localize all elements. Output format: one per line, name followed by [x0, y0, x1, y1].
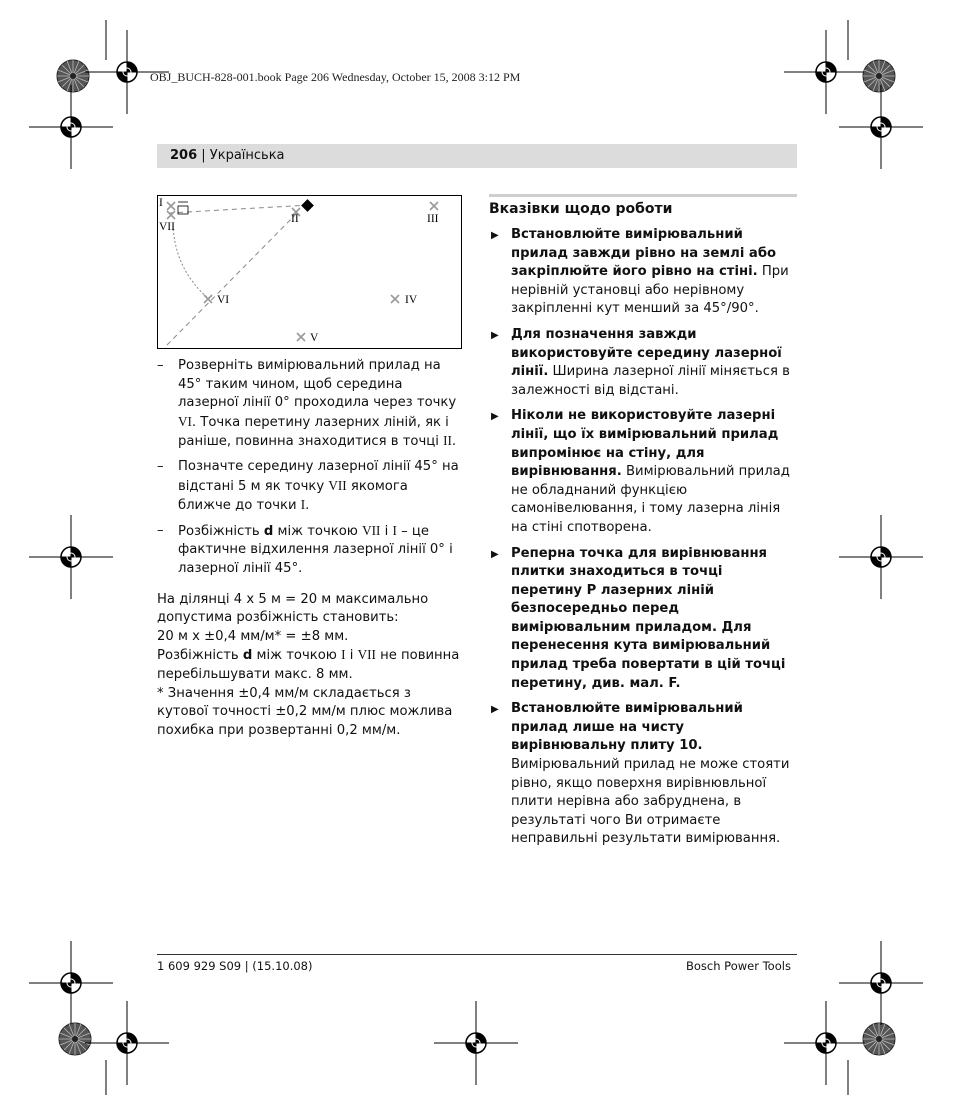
paragraph: 20 м x ±0,4 мм/м* = ±8 мм.	[157, 628, 349, 644]
header-language: Українська	[209, 148, 285, 163]
header-separator: |	[197, 148, 210, 163]
bullet-triangle-icon: ▶	[491, 548, 499, 560]
bullet-triangle-icon: ▶	[491, 329, 499, 341]
point-label-ii: II	[291, 213, 299, 225]
footer-brand: Bosch Power Tools	[686, 959, 791, 973]
point-label-iv: IV	[405, 294, 418, 306]
right-column-bullets	[489, 226, 797, 856]
list-item: – Розверніть вимірювальний прилад на 45° таким чином, щоб середина лазерної лінії 0° проходила через точку VI. Точка перетину лазерних ліній, як і раніше, повинна знаходитися в точці II.	[157, 358, 457, 450]
footnote: * Значення ±0,4 мм/м складається з кутової точності ±0,2 мм/м плюс можлива похибка при розвертанні 0,2 мм/м.	[157, 685, 453, 738]
point-label-vii: VII	[159, 221, 175, 233]
list-item: ▶ Для позначення завжди використовуйте середину лазерної лінії. Ширина лазерної лінії міняється в залежності від відстані.	[491, 326, 790, 398]
print-slug: OBJ_BUCH-828-001.book Page 206 Wednesday, October 15, 2008 3:12 PM	[150, 70, 521, 84]
list-item: ▶ Встановлюйте вимірювальний прилад лише на чисту вирівнювальну плиту 10. Вимірювальний прилад не може стояти рівно, якщо поверхня вирівнювльної плити нерівна або забруднена, в результаті чого Ви отримаєте неправильні результати вимірювання.	[491, 701, 790, 847]
left-column	[157, 357, 462, 740]
paragraph: Розбіжність d між точкою I і VII не повинна перебільшувати макс. 8 мм.	[157, 647, 460, 682]
page-header	[170, 148, 285, 163]
list-item: – Розбіжність d між точкою VII і I – це фактичне відхилення лазерної лінії 0° і лазерної лінії 45°.	[157, 522, 453, 576]
laser-measurement-figure	[157, 195, 462, 349]
footer-doc-number: 1 609 929 S09 | (15.10.08)	[157, 959, 313, 973]
page-number: 206	[170, 148, 198, 163]
list-item: ▶ Ніколи не використовуйте лазерні лінії, що їх вимірювальний прилад випромінює на стіну, для вирівнювання. Вимірювальний прилад не обладнаний функцією самонівелювання, і тому лазерна лінія на стіні спотворена.	[491, 408, 790, 535]
list-item: – Позначте середину лазерної лінії 45° на відстані 5 м як точку VII якомога ближче до точки I.	[157, 458, 459, 514]
list-item: ▶ Реперна точка для вирівнювання плитки знаходиться в точці перетину P лазерних ліній безпосередньо перед вимірювальним приладом. Для перенесення кута вимірювальний прилад треба повертати в цій точці перетину, див. мал. F.	[491, 545, 786, 691]
list-item: ▶ Встановлюйте вимірювальний прилад завжди рівно на землі або закріплюйте його рівно на стіні. При нерівній установці або нерівному закріпленні кут менший за 45°/90°.	[491, 227, 789, 317]
point-label-iii: III	[427, 213, 439, 225]
point-label-v: V	[310, 332, 319, 344]
point-label-i: I	[159, 197, 163, 209]
bullet-triangle-icon: ▶	[491, 411, 499, 423]
bullet-triangle-icon: ▶	[491, 704, 499, 716]
section-title: Вказівки щодо роботи	[489, 201, 673, 217]
point-label-vi: VI	[217, 294, 230, 306]
bullet-triangle-icon: ▶	[491, 230, 499, 241]
footer-rule	[157, 954, 797, 955]
paragraph: На ділянці 4 x 5 м = 20 м максимально допустима розбіжність становить:	[157, 591, 429, 626]
section-rule	[489, 194, 797, 197]
